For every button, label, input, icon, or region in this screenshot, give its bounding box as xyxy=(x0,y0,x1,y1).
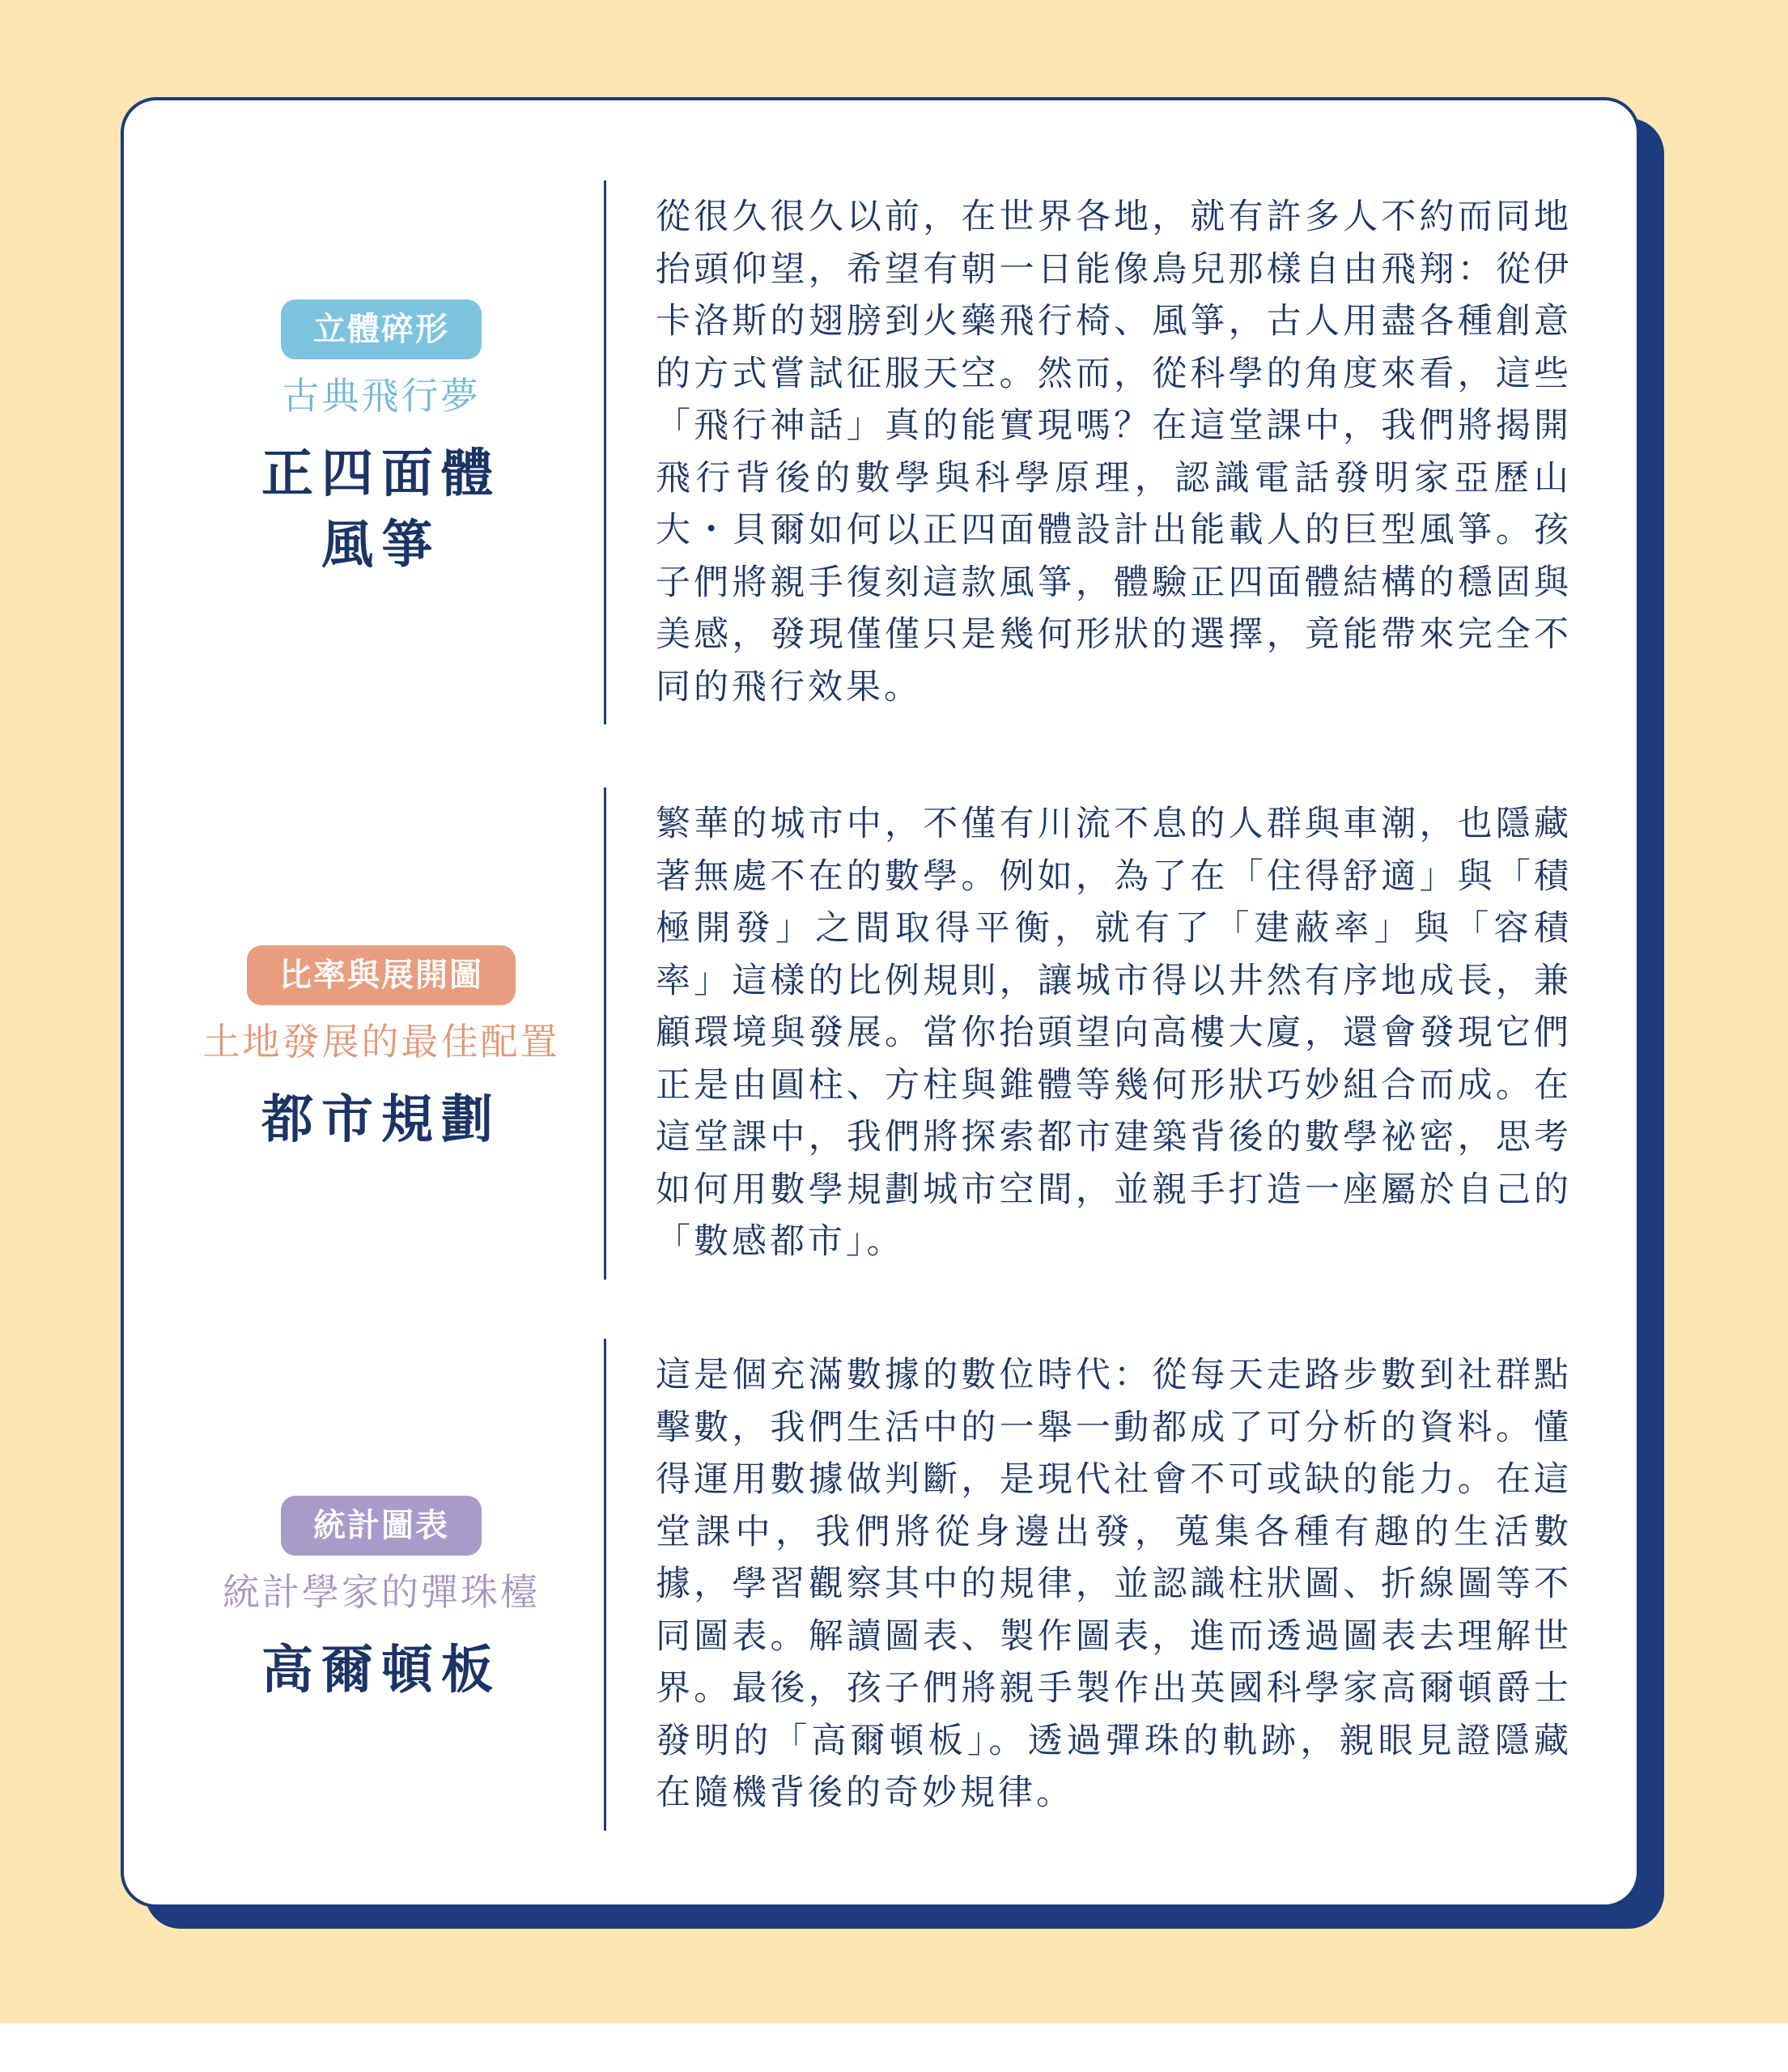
course-tag: 統計圖表 xyxy=(281,1496,482,1556)
course-description: 繁華的城市中，不僅有川流不息的人群與車潮，也隱藏著無處不在的數學。例如，為了在「住得舒適」與「積極開發」之間取得平衡，就有了「建蔽率」與「容積率」這樣的比例規則，讓城市得以井然有序地成長，兼顧環境與發展。當你抬頭望向高樓大廈，還會發現它們正是由圓柱、方柱與錐體等幾何形狀巧妙組合而成。在這堂課中，我們將探索都市建築背後的數學祕密，思考如何用數學規劃城市空間，並親手打造一座屬於自己的「數感都市」。 xyxy=(656,804,1572,1262)
course-title-line2: 風箏 xyxy=(321,516,441,575)
course-title xyxy=(183,1085,580,1156)
section-divider xyxy=(604,788,606,1280)
course-tag: 立體碎形 xyxy=(281,299,482,359)
course-title xyxy=(183,439,580,581)
course-subtitle: 土地發展的最佳配置 xyxy=(202,1020,560,1064)
section-divider xyxy=(604,180,606,724)
course-description: 從很久很久以前，在世界各地，就有許多人不約而同地抬頭仰望，希望有朝一日能像鳥兒那樣自由飛翔：從伊卡洛斯的翅膀到火藥飛行椅、風箏，古人用盡各種創意的方式嘗試征服天空。然而，從科學的角度來看，這些「飛行神話」真的能實現嗎？在這堂課中，我們將揭開飛行背後的數學與科學原理，認識電話發明家亞歷山大・貝爾如何以正四面體設計出能載人的巨型風箏。孩子們將親手復刻這款風箏，體驗正四面體結構的穩固與美感，發現僅僅只是幾何形狀的選擇，竟能帶來完全不同的飛行效果。 xyxy=(656,197,1572,707)
section-divider xyxy=(604,1339,606,1831)
course-tag: 比率與展開圖 xyxy=(247,945,516,1005)
course-subtitle: 古典飛行夢 xyxy=(282,374,481,418)
course-subtitle: 統計學家的彈珠檯 xyxy=(223,1570,540,1614)
course-title-line1: 正四面體 xyxy=(261,444,501,504)
course-title-line1: 高爾頓板 xyxy=(261,1641,501,1700)
course-heading xyxy=(183,1496,580,1706)
course-heading xyxy=(183,299,580,581)
course-title xyxy=(183,1635,580,1706)
course-heading xyxy=(183,945,580,1156)
course-title-line1: 都市規劃 xyxy=(261,1090,501,1150)
course-description: 這是個充滿數據的數位時代：從每天走路步數到社群點擊數，我們生活中的一舉一動都成了可分析的資料。懂得運用數據做判斷，是現代社會不可或缺的能力。在這堂課中，我們將從身邊出發，蒐集各種有趣的生活數據，學習觀察其中的規律，並認識柱狀圖、折線圖等不同圖表。解讀圖表、製作圖表，進而透過圖表去理解世界。最後，孩子們將親手製作出英國科學家高爾頓爵士發明的「高爾頓板」。透過彈珠的軌跡，親眼見證隱藏在隨機背後的奇妙規律。 xyxy=(656,1355,1572,1813)
